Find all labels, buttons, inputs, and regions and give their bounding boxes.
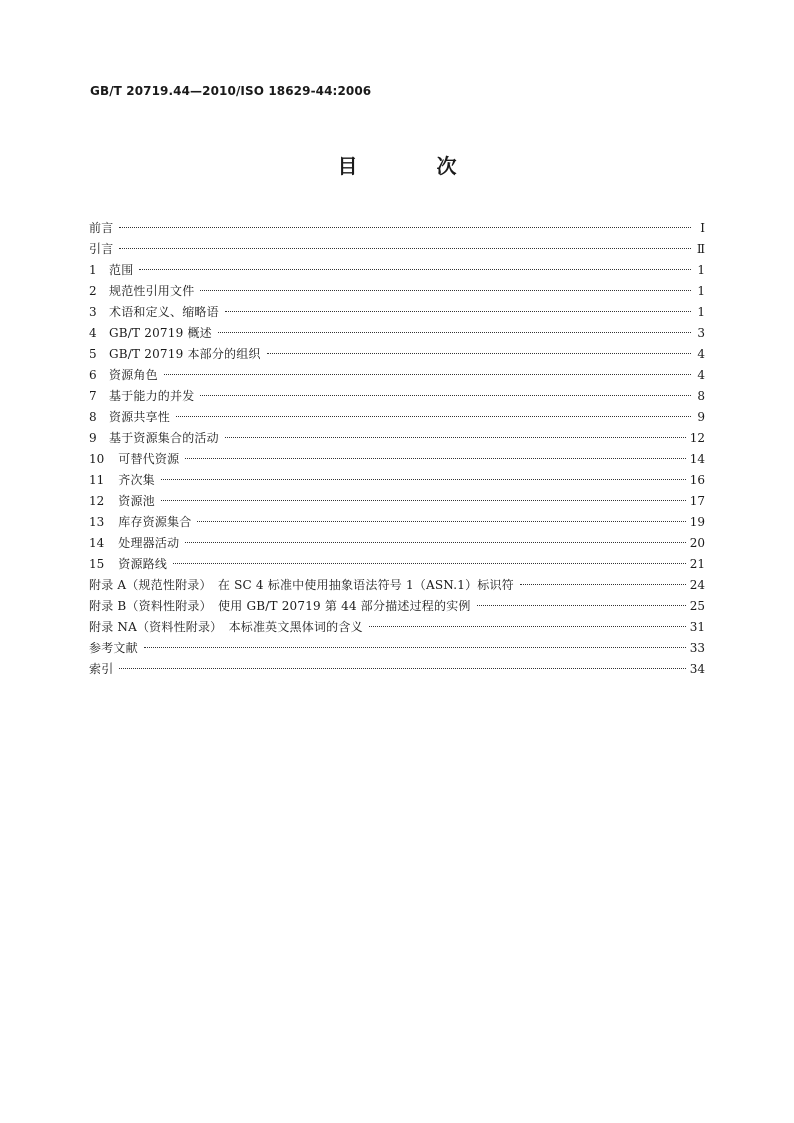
toc-entry[interactable]	[89, 638, 705, 659]
toc-entry-page: 25	[689, 599, 705, 613]
toc-entry-title: 前言	[89, 221, 114, 235]
toc-entry-number: 15	[89, 557, 105, 571]
toc-entry-page: 1	[697, 284, 705, 298]
toc-entry-title: 基于能力的并发	[109, 389, 195, 403]
toc-entry[interactable]	[89, 428, 705, 449]
toc-entry-title: 资源角色	[109, 368, 158, 382]
toc-entry-title: 附录 NA（资料性附录） 本标准英文黑体词的含义	[89, 620, 363, 634]
toc-entry-title: 基于资源集合的活动	[109, 431, 219, 445]
toc-entry[interactable]	[89, 470, 705, 491]
toc-entry-title: 资源池	[118, 494, 155, 508]
toc-entry[interactable]	[89, 575, 705, 596]
toc-dot-leader	[119, 248, 691, 249]
toc-entry-number: 7	[89, 389, 97, 403]
toc-entry-number: 12	[89, 494, 105, 508]
standard-number: GB/T 20719.44—2010/ISO 18629-44:2006	[90, 84, 372, 98]
toc-entry-title: 规范性引用文件	[109, 284, 195, 298]
toc-entry-number: 11	[89, 473, 105, 487]
toc-entry[interactable]	[89, 218, 705, 239]
toc-entry-number: 3	[89, 305, 97, 319]
toc-entry-page: Ⅰ	[700, 221, 705, 235]
toc-entry-page: 8	[697, 389, 705, 403]
toc-entry-title: 资源路线	[118, 557, 168, 571]
toc-entry-page: 9	[697, 410, 705, 424]
toc-entry-page: 33	[689, 641, 705, 655]
toc-entry-title: 库存资源集合	[118, 515, 192, 529]
toc-entry-number: 14	[89, 536, 105, 550]
toc-entry-number: 13	[89, 515, 105, 529]
toc-entry[interactable]	[89, 365, 705, 386]
toc-entry-number: 8	[89, 410, 97, 424]
toc-entry-number: 6	[89, 368, 97, 382]
toc-entry-number: 1	[89, 263, 97, 277]
toc-entry[interactable]	[89, 281, 705, 302]
toc-entry-title: GB/T 20719 本部分的组织	[109, 347, 261, 361]
toc-entry-title: 术语和定义、缩略语	[109, 305, 219, 319]
toc-entry[interactable]	[89, 239, 705, 260]
toc-dot-leader	[477, 605, 686, 606]
toc-entry-number: 10	[89, 452, 105, 466]
toc-entry-page: Ⅱ	[696, 242, 705, 256]
toc-entry-number: 2	[89, 284, 97, 298]
toc-entry-page: 19	[689, 515, 705, 529]
toc-entry[interactable]	[89, 554, 705, 575]
toc-entry[interactable]	[89, 344, 705, 365]
toc-dot-leader	[185, 542, 685, 543]
toc-dot-leader	[267, 353, 691, 354]
toc-dot-leader	[119, 668, 685, 669]
toc-entry-page: 16	[689, 473, 705, 487]
toc-entry-title: 附录 B（资料性附录） 使用 GB/T 20719 第 44 部分描述过程的实例	[89, 599, 471, 613]
toc-dot-leader	[200, 290, 691, 291]
toc-dot-leader	[225, 437, 686, 438]
toc-entry-page: 17	[689, 494, 705, 508]
toc-entry-number: 4	[89, 326, 97, 340]
toc-entry-title: 引言	[89, 242, 114, 256]
toc-entry[interactable]	[89, 491, 705, 512]
toc-entry-page: 21	[689, 557, 705, 571]
toc-entry-title: 资源共享性	[109, 410, 171, 424]
toc-entry-page: 4	[697, 347, 705, 361]
table-of-contents	[89, 218, 705, 680]
toc-entry-title: GB/T 20719 概述	[109, 326, 212, 340]
toc-entry[interactable]	[89, 449, 705, 470]
toc-entry-page: 3	[697, 326, 705, 340]
toc-entry[interactable]	[89, 302, 705, 323]
toc-entry[interactable]	[89, 596, 705, 617]
toc-dot-leader	[173, 563, 686, 564]
toc-dot-leader	[139, 269, 691, 270]
toc-dot-leader	[218, 332, 691, 333]
toc-entry[interactable]	[89, 512, 705, 533]
toc-dot-leader	[200, 395, 691, 396]
toc-dot-leader	[369, 626, 686, 627]
toc-entry[interactable]	[89, 323, 705, 344]
toc-entry-title: 参考文献	[89, 641, 138, 655]
toc-entry-number: 5	[89, 347, 97, 361]
toc-dot-leader	[161, 479, 686, 480]
toc-entry-page: 14	[689, 452, 705, 466]
toc-entry[interactable]	[89, 533, 705, 554]
toc-dot-leader	[164, 374, 691, 375]
toc-entry-page: 24	[689, 578, 705, 592]
toc-dot-leader	[161, 500, 686, 501]
toc-entry[interactable]	[89, 260, 705, 281]
toc-dot-leader	[225, 311, 691, 312]
toc-entry-title: 齐次集	[118, 473, 155, 487]
toc-entry-title: 可替代资源	[118, 452, 180, 466]
toc-entry-page: 1	[697, 305, 705, 319]
toc-entry[interactable]	[89, 617, 705, 638]
toc-entry-title: 附录 A（规范性附录） 在 SC 4 标准中使用抽象语法符号 1（ASN.1）标识符	[89, 578, 514, 592]
toc-dot-leader	[144, 647, 686, 648]
toc-entry-page: 31	[689, 620, 705, 634]
toc-entry[interactable]	[89, 659, 705, 680]
toc-entry-title: 处理器活动	[118, 536, 180, 550]
toc-entry-page: 34	[689, 662, 705, 676]
toc-entry-page: 12	[689, 431, 705, 445]
toc-entry-page: 20	[689, 536, 705, 550]
toc-entry-page: 4	[697, 368, 705, 382]
toc-entry-title: 范围	[109, 263, 134, 277]
toc-entry-number: 9	[89, 431, 97, 445]
toc-dot-leader	[119, 227, 691, 228]
toc-dot-leader	[197, 521, 685, 522]
toc-dot-leader	[185, 458, 685, 459]
toc-dot-leader	[176, 416, 691, 417]
page-title: 目 次	[337, 154, 493, 178]
toc-entry[interactable]	[89, 386, 705, 407]
toc-entry-title: 索引	[89, 662, 114, 676]
toc-entry-page: 1	[697, 263, 705, 277]
toc-dot-leader	[520, 584, 686, 585]
toc-entry[interactable]	[89, 407, 705, 428]
